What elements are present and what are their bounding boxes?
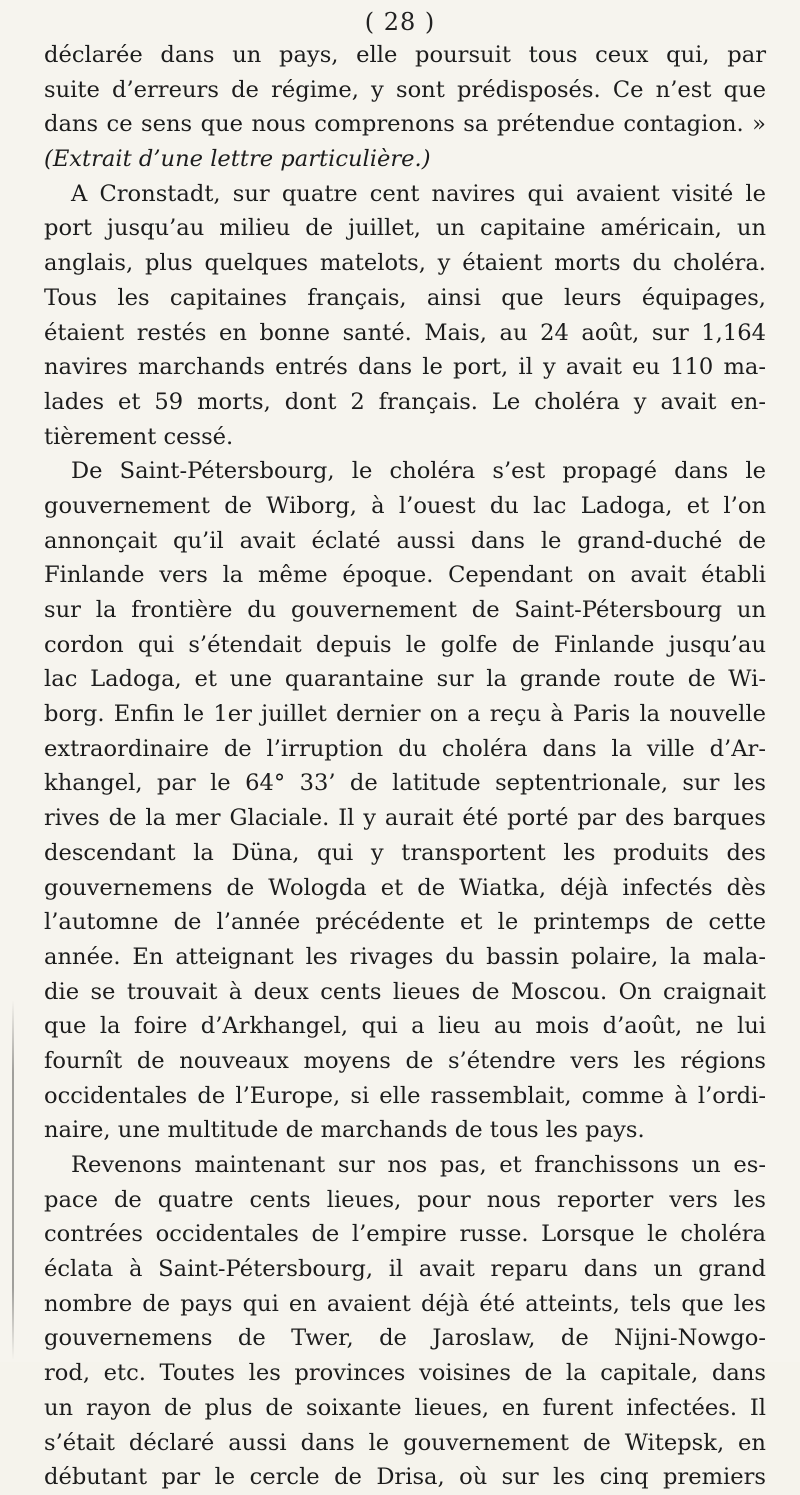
text-line: gouvernemens de Twer, de Jaroslaw, de Nijni-Nowgo- [44,1325,766,1352]
text-line: nombre de pays qui en avaient déjà été atteints, tels que les [44,1290,766,1317]
text-line: fournît de nouveaux moyens de s’étendre vers les régions [44,1047,766,1074]
text-line: débutant par le cercle de Drisa, où sur les cinq premiers [44,1464,766,1491]
text-line: khangel, par le 64° 33’ de latitude septentrionale, sur les [44,770,766,797]
text-line: De Saint-Pétersbourg, le choléra s’est propagé dans le [71,458,766,485]
body-text [44,38,766,1495]
text-line: un rayon de plus de soixante lieues, en furent infectées. Il [44,1394,766,1421]
text-line: que la foire d’Arkhangel, qui a lieu au mois d’août, ne lui [44,1013,766,1040]
text-line: s’était déclaré aussi dans le gouvernement de Witepsk, en [44,1429,766,1456]
text-line: port jusqu’au milieu de juillet, un capitaine américain, un [44,215,766,242]
text-line: lac Ladoga, et une quarantaine sur la grande route de Wi- [44,666,766,693]
text-line: gouvernemens de Wologda et de Wiatka, déjà infectés dès [44,874,766,901]
text-line: Revenons maintenant sur nos pas, et franchissons un es- [71,1152,766,1178]
text-line: sur la frontière du gouvernement de Saint-Pétersbourg un [44,597,766,623]
text-line: die se trouvait à deux cents lieues de Moscou. On craignait [44,978,766,1005]
text-line: navires marchands entrés dans le port, il y avait eu 110 ma- [44,354,766,381]
text-line: cordon qui s’étendait depuis le golfe de Finlande jusqu’au [44,631,766,658]
text-line: suite d’erreurs de régime, y sont prédisposés. Ce n’est que [44,76,766,103]
text-line: descendant la Düna, qui y transportent les produits des [44,839,766,866]
text-line: gouvernement de Wiborg, à l’ouest du lac Ladoga, et l’on [44,492,766,519]
text-line: déclarée dans un pays, elle poursuit tous ceux qui, par [44,42,766,68]
text-line: naire, une multitude de marchands de tous les pays. [44,1117,645,1144]
text-line: l’automne de l’année précédente et le printemps de cette [44,909,766,936]
text-line: Finlande vers la même époque. Cependant on avait établi [44,562,766,589]
text-line: éclata à Saint-Pétersbourg, il avait reparu dans un grand [44,1256,766,1283]
text-line: dans ce sens que nous comprenons sa prétendue contagion. » [44,111,766,138]
scan-margin-shadow [12,1000,14,1360]
text-line: Tous les capitaines français, ainsi que leurs équipages, [44,284,766,311]
source-citation: (Extrait d’une lettre particulière.) [44,146,431,173]
text-line: annonçait qu’il avait éclaté aussi dans le grand-duché de [44,527,766,554]
text-line: extraordinaire de l’irruption du choléra dans la ville d’Ar- [44,735,766,762]
page-number: ( 28 ) [364,8,436,36]
text-line: lades et 59 morts, dont 2 français. Le choléra y avait en- [44,388,766,415]
text-line: borg. Enfin le 1er juillet dernier on a reçu à Paris la nouvelle [44,701,766,728]
text-line: étaient restés en bonne santé. Mais, au 24 août, sur 1,164 [44,319,766,346]
text-line: A Cronstadt, sur quatre cent navires qui avaient visité le [71,180,766,207]
text-line: pace de quatre cents lieues, pour nous reporter vers les [44,1186,766,1213]
text-line: rives de la mer Glaciale. Il y aurait été porté par des barques [44,805,766,832]
text-line: contrées occidentales de l’empire russe. Lorsque le choléra [44,1221,766,1248]
text-line: année. En atteignant les rivages du bassin polaire, la mala- [44,943,766,970]
text-line: occidentales de l’Europe, si elle rassemblait, comme à l’ordi- [44,1082,766,1109]
text-line: rod, etc. Toutes les provinces voisines de la capitale, dans [44,1360,766,1387]
text-line: anglais, plus quelques matelots, y étaient morts du choléra. [44,250,766,277]
text-line: tièrement cessé. [44,423,234,450]
